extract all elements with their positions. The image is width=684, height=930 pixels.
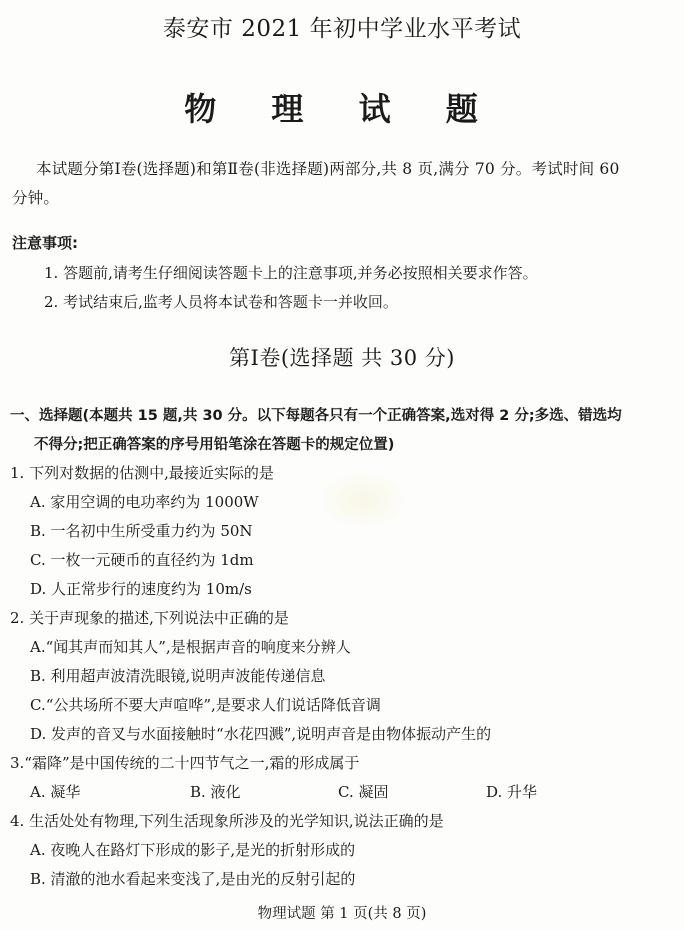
question-2-option-a: A.“闻其声而知其人”,是根据声音的响度来分辨人	[30, 638, 351, 656]
question-3-option-c: C. 凝固	[338, 783, 389, 801]
question-2-stem: 2. 关于声现象的描述,下列说法中正确的是	[10, 609, 289, 627]
question-4-option-b: B. 清澈的池水看起来变浅了,是由光的反射引起的	[30, 870, 356, 888]
question-4-option-a: A. 夜晚人在路灯下形成的影子,是光的折射形成的	[30, 841, 356, 859]
question-2-option-b: B. 利用超声波清洗眼镜,说明声波能传递信息	[30, 667, 326, 685]
part-instruction-line-1: 一、选择题(本题共 15 题,共 30 分。以下每题各只有一个正确答案,选对得 2 分;多选、错选均	[10, 408, 622, 424]
question-1-option-d: D. 人正常步行的速度约为 10m/s	[30, 580, 252, 598]
intro-line-2: 分钟。	[12, 189, 60, 207]
question-4-stem: 4. 生活处处有物理,下列生活现象所涉及的光学知识,说法正确的是	[10, 812, 444, 830]
exam-header: 泰安市 2021 年初中学业水平考试	[162, 16, 522, 42]
question-3-option-d: D. 升华	[486, 783, 538, 801]
question-2-option-c: C.“公共场所不要大声喧哗”,是要求人们说话降低音调	[30, 696, 381, 714]
question-1-option-b: B. 一名初中生所受重力约为 50N	[30, 522, 253, 540]
question-3-option-b: B. 液化	[190, 783, 241, 801]
notes-title: 注意事项:	[12, 234, 78, 252]
question-2-option-d: D. 发声的音叉与水面接触时“水花四溅”,说明声音是由物体振动产生的	[30, 725, 492, 743]
part-instruction-line-2: 不得分;把正确答案的序号用铅笔涂在答题卡的规定位置)	[34, 437, 395, 453]
page-footer: 物理试题 第 1 页(共 8 页)	[257, 906, 427, 922]
note-item-2: 2. 考试结束后,监考人员将本试卷和答题卡一并收回。	[44, 293, 398, 311]
question-1-option-a: A. 家用空调的电功率约为 1000W	[30, 493, 259, 511]
note-item-1: 1. 答题前,请考生仔细阅读答题卡上的注意事项,并务必按照相关要求作答。	[44, 264, 538, 282]
question-1-stem: 1. 下列对数据的估测中,最接近实际的是	[10, 464, 274, 482]
page-title: 物 理 试 题	[184, 90, 500, 128]
question-1-option-c: C. 一枚一元硬币的直径约为 1dm	[30, 551, 254, 569]
intro-line-1: 本试题分第Ⅰ卷(选择题)和第Ⅱ卷(非选择题)两部分,共 8 页,满分 70 分。考试时间 60	[36, 160, 620, 178]
question-3-option-a: A. 凝华	[30, 783, 81, 801]
question-3-stem: 3.“霜降”是中国传统的二十四节气之一,霜的形成属于	[10, 754, 360, 772]
paper-smudge	[318, 470, 408, 530]
section-title: 第Ⅰ卷(选择题 共 30 分)	[229, 346, 455, 370]
